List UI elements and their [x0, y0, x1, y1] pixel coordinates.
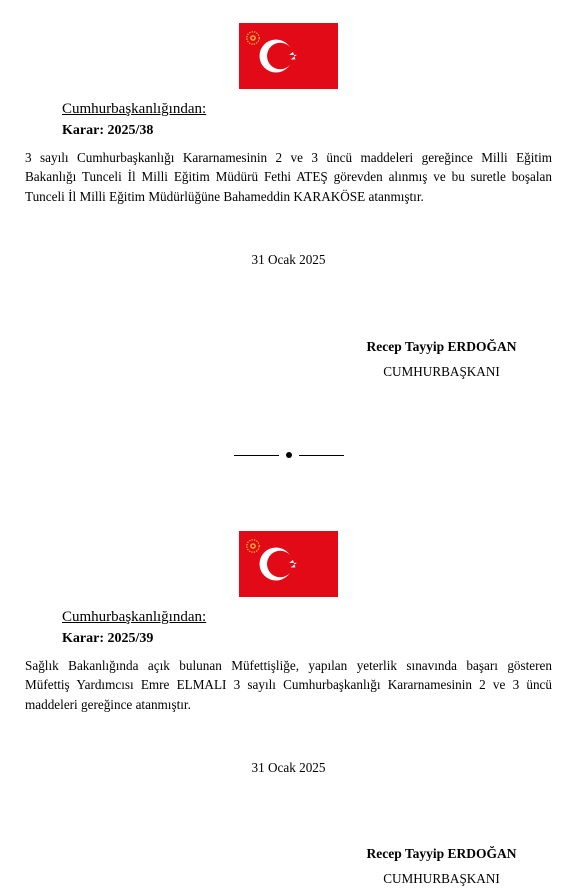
decree-heading: Cumhurbaşkanlığından:	[62, 609, 207, 625]
decree-body	[25, 656, 552, 714]
separator-dot	[286, 452, 292, 458]
decree-body-line: Sağlık Bakanlığında açık bulunan Müfettişliğe, yapılan yeterlik sınavında başarı gösteren	[25, 658, 552, 673]
decree-body-line: Tunceli İl Milli Eğitim Müdürlüğüne Bahameddin KARAKÖSE atanmıştır.	[25, 188, 424, 204]
decree-body	[25, 148, 552, 206]
decree-body-line: Müfettiş Yardımcısı Emre ELMALI 3 sayılı Cumhurbaşkanlığı Kararnamesinin 2 ve 3 üncü	[25, 677, 552, 693]
decree-number: Karar: 2025/38	[62, 123, 154, 138]
signatory-name: Recep Tayyip ERDOĞAN	[366, 846, 517, 861]
signatory-title: CUMHURBAŞKANI	[383, 364, 500, 379]
decree-body-line: 3 sayılı Cumhurbaşkanlığı Kararnamesinin 2 ve 3 üncü maddeleri gereğince Milli Eğitim	[25, 150, 552, 165]
separator-rule-right	[299, 455, 344, 456]
decree-heading: Cumhurbaşkanlığından:	[62, 101, 207, 117]
section-separator	[232, 446, 346, 464]
decree-body-line: Bakanlığı Tunceli İl Milli Eğitim Müdürü Fethi ATEŞ görevden alınmış ve bu suretle boşalan	[25, 169, 552, 185]
turkish-flag-icon	[239, 23, 338, 89]
turkish-flag-icon	[239, 531, 338, 597]
decree-number: Karar: 2025/39	[62, 631, 154, 646]
signatory-name: Recep Tayyip ERDOĞAN	[366, 339, 517, 354]
separator-rule-left	[234, 455, 279, 456]
signatory-title: CUMHURBAŞKANI	[383, 871, 500, 886]
decree-date: 31 Ocak 2025	[251, 760, 326, 775]
decree-body-line: maddeleri gereğince atanmıştır.	[25, 696, 191, 712]
decree-date: 31 Ocak 2025	[251, 252, 326, 267]
